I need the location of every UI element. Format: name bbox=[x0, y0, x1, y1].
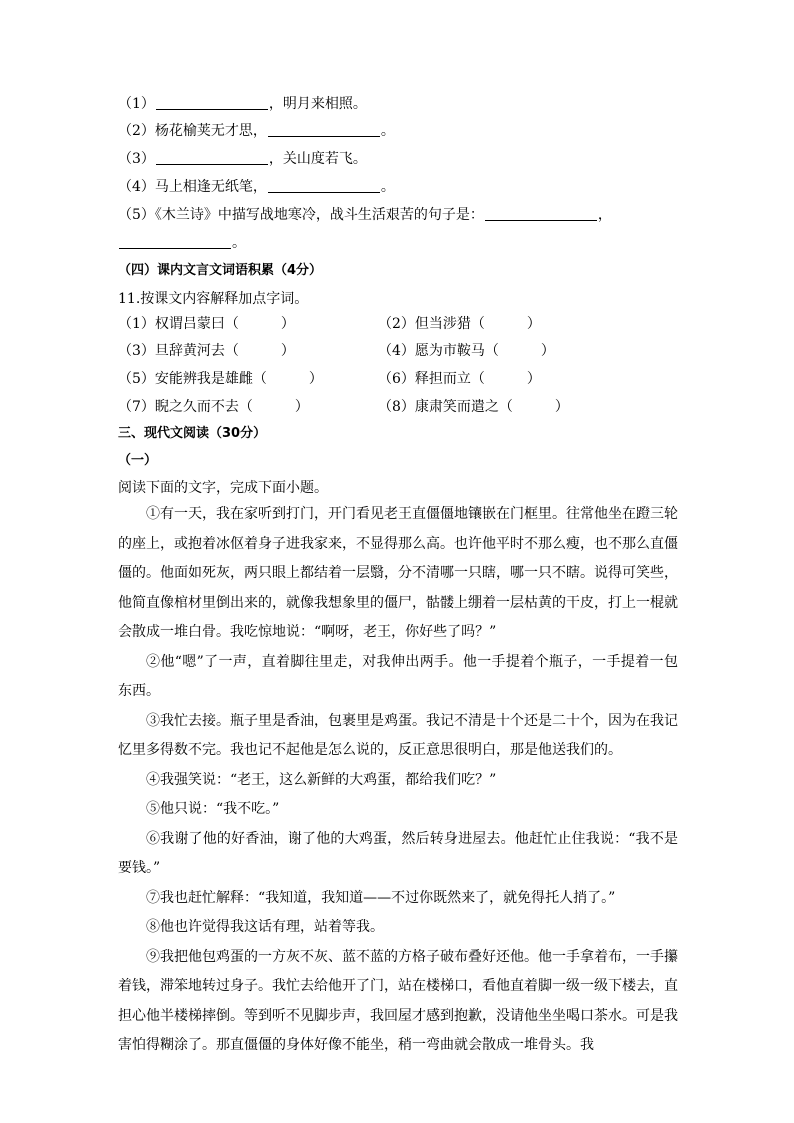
passage-paragraph: ③我忙去接。瓶子里是香油，包裹里是鸡蛋。我记不清是十个还是二十个，因为在我记忆里多得数不完。我也记不起他是怎么说的，反正意思很明白，那是他送我们的。 bbox=[118, 712, 678, 758]
fill-blank-text: ，关山度若飞。 bbox=[268, 151, 367, 167]
fill-blank-6 bbox=[118, 233, 246, 253]
fill-blank-5 bbox=[118, 205, 612, 225]
passage-paragraph: ⑥我谢了他的好香油，谢了他的大鸡蛋，然后转身进屋去。他赶忙止住我说：“我不是要钱。” bbox=[118, 830, 678, 876]
vocab-row bbox=[378, 341, 555, 361]
vocab-row bbox=[118, 369, 323, 389]
vocab-row bbox=[118, 341, 295, 361]
vocab-item: （1）权谓吕蒙曰（ ） bbox=[118, 316, 295, 332]
vocab-item: （8）康肃笑而遣之（ ） bbox=[378, 399, 569, 415]
answer-blank[interactable] bbox=[268, 122, 380, 137]
answer-blank[interactable] bbox=[268, 178, 380, 193]
fill-blank-text: ， bbox=[597, 207, 612, 223]
vocab-item: （2）但当涉猎（ ） bbox=[378, 316, 541, 332]
vocab-row bbox=[118, 314, 295, 334]
fill-blank-text: 。 bbox=[380, 179, 395, 195]
vocab-item: （4）愿为市鞍马（ ） bbox=[378, 343, 555, 359]
passage-paragraph: ⑨我把他包鸡蛋的一方灰不灰、蓝不蓝的方格子破布叠好还他。他一手拿着布，一手攥着钱，滞笨地转过身子。我忙去给他开了门，站在楼梯口，看他直着脚一级一级下楼去，直担心他半楼梯摔倒。等到听不见脚步声，我回屋才感到抱歉，没请他坐坐喝口茶水。可是我害怕得糊涂了。那直僵僵的身体好像不能坐，稍一弯曲就会散成一堆骨头。我 bbox=[118, 948, 678, 1053]
question-title: 11.按课文内容解释加点字词。 bbox=[118, 291, 309, 307]
vocab-row bbox=[378, 314, 541, 334]
vocab-row bbox=[378, 369, 541, 389]
fill-blank-prefix: （1） bbox=[118, 96, 155, 112]
instruction-text: 阅读下面的文字，完成下面小题。 bbox=[118, 480, 328, 496]
fill-blank-text: 。 bbox=[380, 123, 395, 139]
vocab-row bbox=[118, 397, 309, 417]
vocab-item: （7）睨之久而不去（ ） bbox=[118, 399, 309, 415]
subsection-heading: （一） bbox=[118, 453, 158, 468]
fill-blank-text: ，明月来相照。 bbox=[268, 96, 367, 112]
passage-paragraph: ⑦我也赶忙解释：“我知道，我知道——不过你既然来了，就免得托人捎了。” bbox=[146, 889, 616, 906]
section-heading: （四）课内文言文词语积累（4分） bbox=[118, 263, 323, 278]
answer-blank[interactable] bbox=[485, 206, 597, 221]
fill-blank-prefix: （3） bbox=[118, 151, 155, 167]
fill-blank-prefix: （4）马上相逢无纸笔， bbox=[118, 179, 267, 195]
fill-blank-text: 。 bbox=[232, 235, 246, 251]
passage-paragraph: ①有一天，我在家听到打门，开门看见老王直僵僵地镶嵌在门框里。往常他坐在蹬三轮的座上，或抱着冰伛着身子进我家来，不显得那么高。也许他平时不那么瘦，也不那么直僵僵的。他面如死灰，两只眼上都结着一层翳，分不清哪一只瞎，哪一只不瞎。说得可笑些，他简直像棺材里倒出来的，就像我想象里的僵尸，骷髅上绷着一层枯黄的干皮，打上一棍就会散成一堆白骨。我吃惊地说：“啊呀，老王，你好些了吗？” bbox=[118, 506, 678, 640]
fill-blank-2 bbox=[118, 121, 395, 141]
vocab-item: （3）旦辞黄河去（ ） bbox=[118, 343, 295, 359]
answer-blank[interactable] bbox=[119, 234, 231, 249]
vocab-item: （5）安能辨我是雄雌（ ） bbox=[118, 371, 323, 387]
fill-blank-1 bbox=[118, 94, 367, 114]
fill-blank-prefix: （5）《木兰诗》中描写战地寒冷，战斗生活艰苦的句子是： bbox=[118, 207, 484, 223]
section-heading: 三、现代文阅读（30分） bbox=[118, 426, 267, 441]
reading-passage bbox=[118, 500, 678, 1061]
passage-paragraph: ④我强笑说：“老王，这么新鲜的大鸡蛋，都给我们吃？” bbox=[146, 771, 497, 788]
passage-paragraph: ⑤他只说：“我不吃。” bbox=[146, 801, 280, 817]
passage-paragraph: ②他“嗯”了一声，直着脚往里走，对我伸出两手。他一手提着个瓶子，一手提着一包东西。 bbox=[118, 653, 678, 699]
fill-blank-4 bbox=[118, 177, 395, 197]
answer-blank[interactable] bbox=[156, 150, 268, 165]
vocab-item: （6）释担而立（ ） bbox=[378, 371, 541, 387]
fill-blank-prefix: （2）杨花榆荚无才思， bbox=[118, 123, 267, 139]
passage-paragraph: ⑧他也许觉得我这话有理，站着等我。 bbox=[146, 919, 384, 935]
vocab-row bbox=[378, 397, 569, 417]
answer-blank[interactable] bbox=[156, 95, 268, 110]
fill-blank-3 bbox=[118, 149, 367, 169]
